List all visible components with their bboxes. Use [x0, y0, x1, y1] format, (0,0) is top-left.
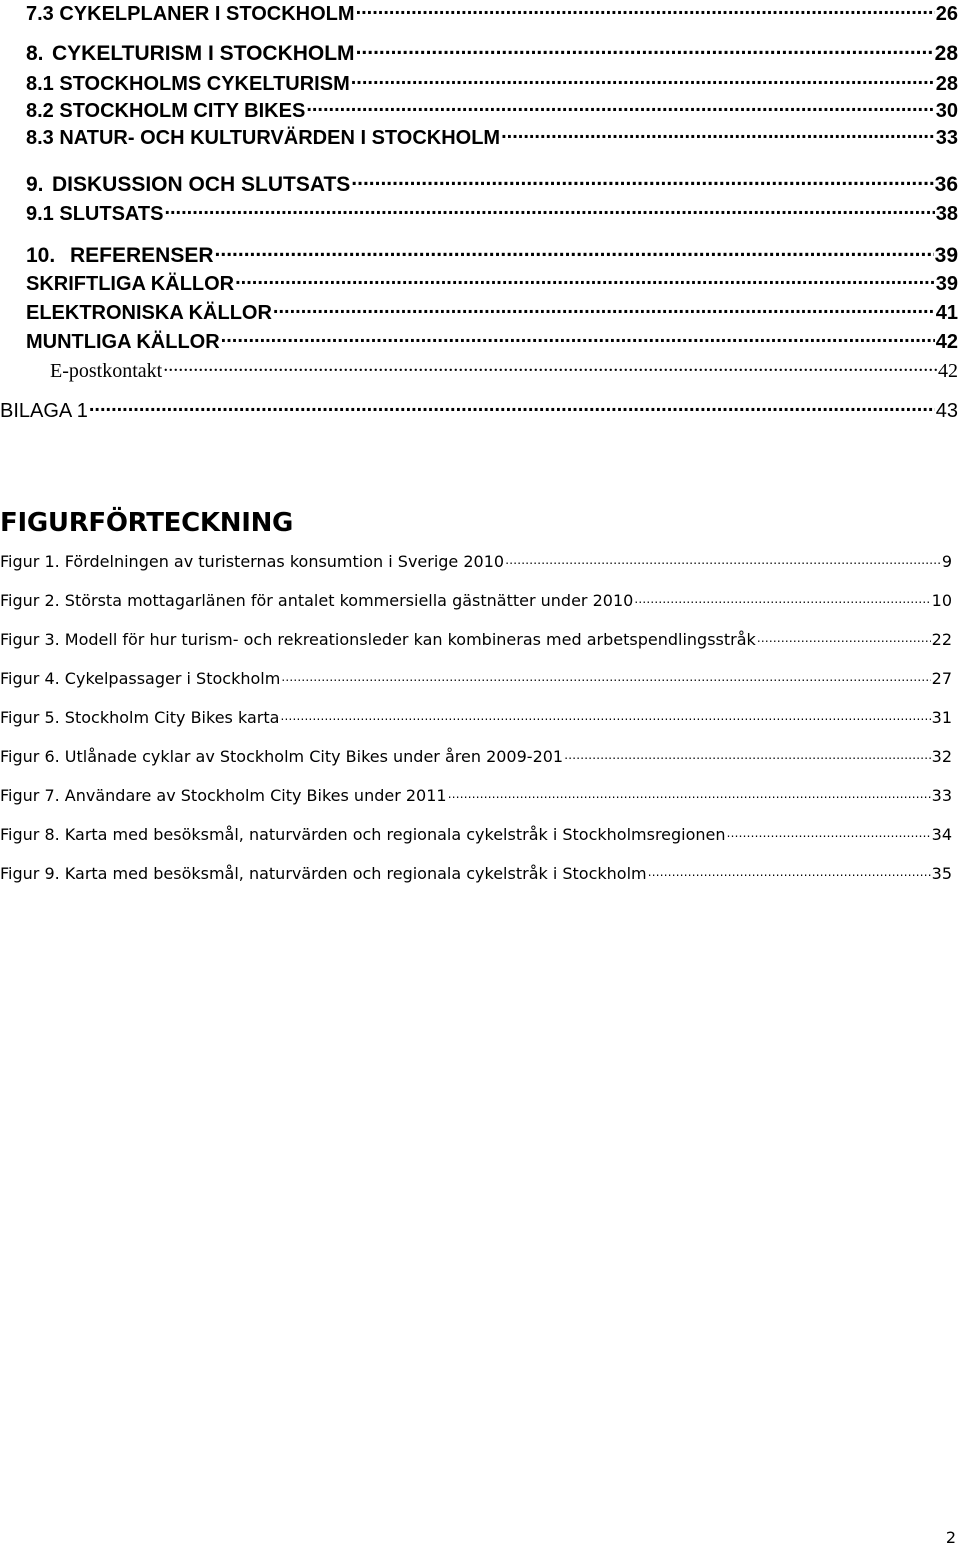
- toc-entry-page: 28: [934, 42, 958, 65]
- figure-entry-page: 33: [931, 786, 952, 805]
- toc-entry-label: ELEKTRONISKA KÄLLOR: [26, 302, 272, 324]
- figure-entry-label: Figur 6. Utlånade cyklar av Stockholm City Bikes under åren 2009-201: [0, 747, 564, 766]
- toc-entry-label: 8.1 STOCKHOLMS CYKELTURISM: [26, 73, 350, 95]
- toc-leader-dots: [273, 299, 935, 319]
- toc-leader-dots: [501, 124, 935, 144]
- toc-entry: [26, 328, 958, 354]
- toc-leader-dots: [351, 170, 933, 191]
- toc-leader-dots: [163, 357, 937, 377]
- toc-entry-page: 26: [935, 3, 958, 25]
- toc-leader-dots: [306, 97, 934, 117]
- toc-leader-dots: [89, 397, 935, 417]
- figure-entry: [0, 785, 952, 805]
- toc-entry: [0, 397, 958, 423]
- toc-entry-label: CYKELTURISM I STOCKHOLM: [52, 42, 355, 65]
- figure-entry: [0, 629, 952, 649]
- figure-leader-dots: [505, 551, 941, 567]
- toc-entry-number: 9.: [26, 173, 44, 196]
- figure-entry-label: Figur 3. Modell för hur turism- och rekreationsleder kan kombineras med arbetspendlingsstråk: [0, 630, 756, 649]
- figure-leader-dots: [448, 785, 931, 801]
- figure-entry: [0, 668, 952, 688]
- figure-entry-page: 32: [931, 747, 952, 766]
- toc-entry-page: 39: [935, 273, 958, 295]
- toc-entry-number: 10.: [26, 244, 56, 267]
- figure-entry-page: 22: [931, 630, 952, 649]
- toc-entry-label: MUNTLIGA KÄLLOR: [26, 331, 220, 353]
- figure-entry: [0, 551, 952, 571]
- toc-leader-dots: [351, 70, 935, 90]
- figure-entry: [0, 746, 952, 766]
- figure-entry-label: Figur 7. Användare av Stockholm City Bikes under 2011: [0, 786, 447, 805]
- figure-entry-page: 34: [931, 825, 952, 844]
- figure-leader-dots: [757, 629, 931, 645]
- toc-entry: [26, 357, 958, 383]
- figure-leader-dots: [564, 746, 931, 762]
- toc-entry-page: 30: [935, 100, 958, 122]
- toc-entry-label: 8.3 NATUR- OCH KULTURVÄRDEN I STOCKHOLM: [26, 127, 501, 149]
- figure-entry-label: Figur 2. Största mottagarlänen för antalet kommersiella gästnätter under 2010: [0, 591, 634, 610]
- figure-entry: [0, 590, 952, 610]
- figures-heading: FIGURFÖRTECKNING: [0, 508, 294, 538]
- toc-entry-label: 9.1 SLUTSATS: [26, 203, 164, 225]
- figure-entry-page: 35: [931, 864, 952, 883]
- figure-leader-dots: [280, 707, 930, 723]
- toc-leader-dots: [235, 270, 935, 290]
- toc-entry-page: 36: [934, 173, 958, 196]
- figure-entry-label: Figur 9. Karta med besöksmål, naturvärden och regionala cykelstråk i Stockholm: [0, 864, 647, 883]
- toc-entry-label: DISKUSSION OCH SLUTSATS: [52, 173, 351, 196]
- toc-entry: [26, 270, 958, 296]
- figure-entry-page: 10: [931, 591, 952, 610]
- figure-entry-label: Figur 8. Karta med besöksmål, naturvärden och regionala cykelstråk i Stockholmsregionen: [0, 825, 726, 844]
- toc-entry: [26, 39, 958, 66]
- toc-leader-dots: [221, 328, 935, 348]
- toc-entry: [26, 241, 958, 268]
- figure-leader-dots: [648, 863, 931, 879]
- figure-leader-dots: [727, 824, 931, 840]
- toc-entry-page: 41: [935, 302, 958, 324]
- toc-entry-page: 42: [938, 360, 958, 382]
- figure-entry-label: Figur 5. Stockholm City Bikes karta: [0, 708, 280, 727]
- toc-entry-page: 43: [935, 400, 958, 422]
- toc-entry: [26, 70, 958, 96]
- toc-entry-page: 28: [935, 73, 958, 95]
- figure-entry-page: 9: [941, 552, 952, 571]
- figure-entry-label: Figur 4. Cykelpassager i Stockholm: [0, 669, 281, 688]
- figure-entry-page: 27: [931, 669, 952, 688]
- figure-entry: [0, 824, 952, 844]
- toc-entry-page: 33: [935, 127, 958, 149]
- toc-leader-dots: [164, 200, 934, 220]
- figure-leader-dots: [281, 668, 930, 684]
- figure-entry: [0, 707, 952, 727]
- figure-entry-page: 31: [931, 708, 952, 727]
- toc-entry: [26, 0, 958, 26]
- toc-leader-dots: [356, 0, 935, 20]
- figure-entry: [0, 863, 952, 883]
- toc-entry: [26, 124, 958, 150]
- toc-entry-label: 8.2 STOCKHOLM CITY BIKES: [26, 100, 306, 122]
- toc-entry-page: 38: [935, 203, 958, 225]
- toc-entry-page: 42: [935, 331, 958, 353]
- figure-leader-dots: [634, 590, 930, 606]
- toc-entry-label: REFERENSER: [70, 244, 214, 267]
- page-number: 2: [945, 1528, 956, 1547]
- toc-entry: [26, 200, 958, 226]
- toc-entry-label: 7.3 CYKELPLANER I STOCKHOLM: [26, 3, 355, 25]
- toc-entry-label: E-postkontakt: [50, 360, 163, 382]
- toc-entry-label: BILAGA 1: [0, 400, 88, 422]
- toc-leader-dots: [356, 39, 934, 60]
- toc-entry-label: SKRIFTLIGA KÄLLOR: [26, 273, 235, 295]
- toc-entry: [26, 170, 958, 197]
- toc-entry: [26, 299, 958, 325]
- toc-leader-dots: [215, 241, 934, 262]
- toc-entry-number: 8.: [26, 42, 44, 65]
- toc-entry: [26, 97, 958, 123]
- toc-entry-page: 39: [934, 244, 958, 267]
- figure-entry-label: Figur 1. Fördelningen av turisternas konsumtion i Sverige 2010: [0, 552, 505, 571]
